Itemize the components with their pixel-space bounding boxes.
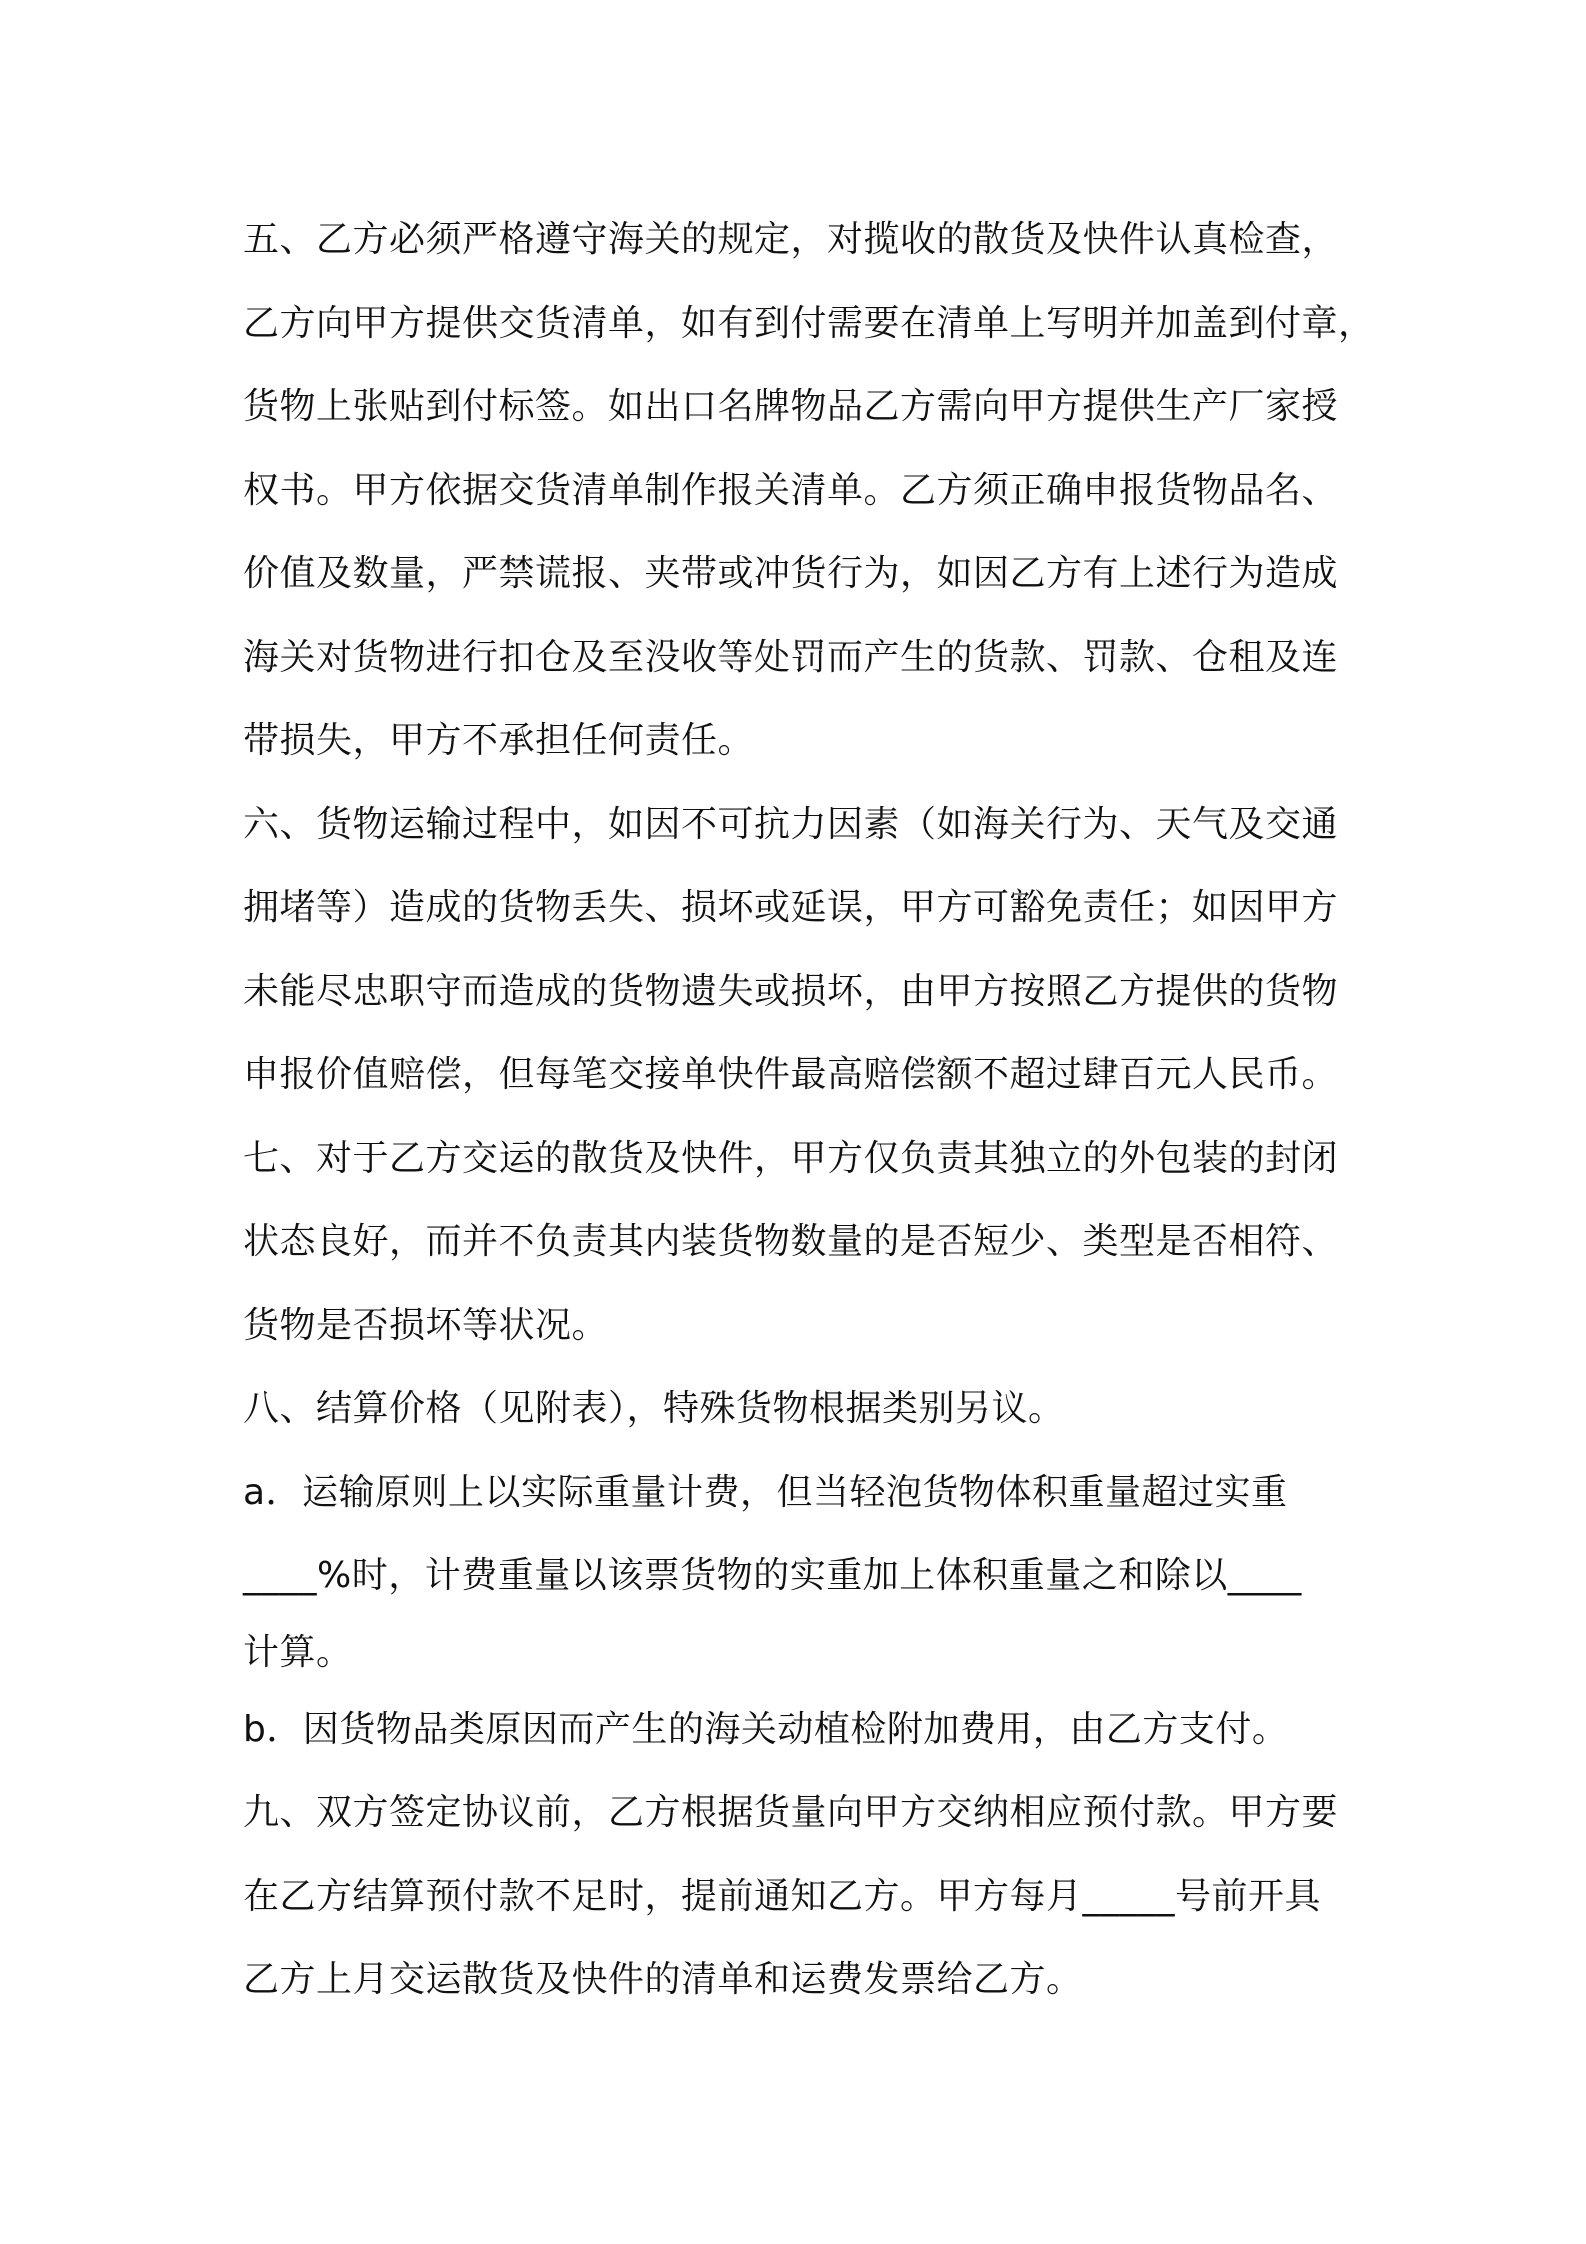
clause-6 bbox=[243, 783, 1353, 1117]
clause-5 bbox=[243, 198, 1375, 783]
text-line: 六、货物运输过程中，如因不可抗力因素（如海关行为、天气及交通 bbox=[243, 803, 1339, 845]
clause-7 bbox=[243, 1117, 1353, 1368]
text-line: 货物是否损坏等状况。 bbox=[243, 1304, 609, 1346]
text-line: 七、对于乙方交运的散货及快件，甲方仅负责其独立的外包装的封闭 bbox=[243, 1137, 1339, 1179]
text-line: 在乙方结算预付款不足时，提前通知乙方。甲方每月_____号前开具 bbox=[243, 1875, 1322, 1917]
text-line: 八、结算价格（见附表），特殊货物根据类别另议。 bbox=[243, 1388, 1065, 1429]
text-line: 五、乙方必须严格遵守海关的规定，对揽收的散货及快件认真检查， bbox=[243, 219, 1339, 260]
text-line: 海关对货物进行扣仓及至没收等处罚而产生的货款、罚款、仓租及连 bbox=[243, 636, 1339, 678]
text-line: 九、双方签定协议前，乙方根据货量向甲方交纳相应预付款。甲方要 bbox=[243, 1792, 1339, 1833]
text-line: 拥堵等）造成的货物丢失、损坏或延误，甲方可豁免责任；如因甲方 bbox=[243, 887, 1339, 928]
text-line: ____%时，计费重量以该票货物的实重加上体积重量之和除以____ bbox=[243, 1555, 1302, 1596]
text-line: 计算。 bbox=[243, 1631, 353, 1673]
text-line: 乙方上月交运散货及快件的清单和运费发票给乙方。 bbox=[243, 1959, 1083, 2000]
text-line: 未能尽忠职守而造成的货物遗失或损坏，由甲方按照乙方提供的货物 bbox=[243, 970, 1339, 1012]
document-body bbox=[243, 198, 1375, 2022]
text-line: 货物上张贴到付标签。如出口名牌物品乙方需向甲方提供生产厂家授 bbox=[243, 386, 1339, 427]
text-line: b．因货物品类原因而产生的海关动植检附加费用，由乙方支付。 bbox=[243, 1708, 1289, 1750]
text-line: 价值及数量，严禁谎报、夹带或冲货行为，如因乙方有上述行为造成 bbox=[243, 553, 1339, 594]
text-line: 权书。甲方依据交货清单制作报关清单。乙方须正确申报货物品名、 bbox=[243, 469, 1339, 511]
text-line: 状态良好，而并不负责其内装货物数量的是否短少、类型是否相符、 bbox=[243, 1221, 1339, 1262]
text-line: 申报价值赔偿，但每笔交接单快件最高赔偿额不超过肆百元人民币。 bbox=[243, 1054, 1339, 1095]
text-line: 乙方向甲方提供交货清单，如有到付需要在清单上写明并加盖到付章， bbox=[243, 302, 1375, 344]
text-line: a．运输原则上以实际重量计费，但当轻泡货物体积重量超过实重 bbox=[243, 1471, 1288, 1513]
clause-8 bbox=[243, 1367, 1353, 1771]
text-line: 带损失，甲方不承担任何责任。 bbox=[243, 720, 755, 761]
clause-9 bbox=[243, 1771, 1353, 2022]
